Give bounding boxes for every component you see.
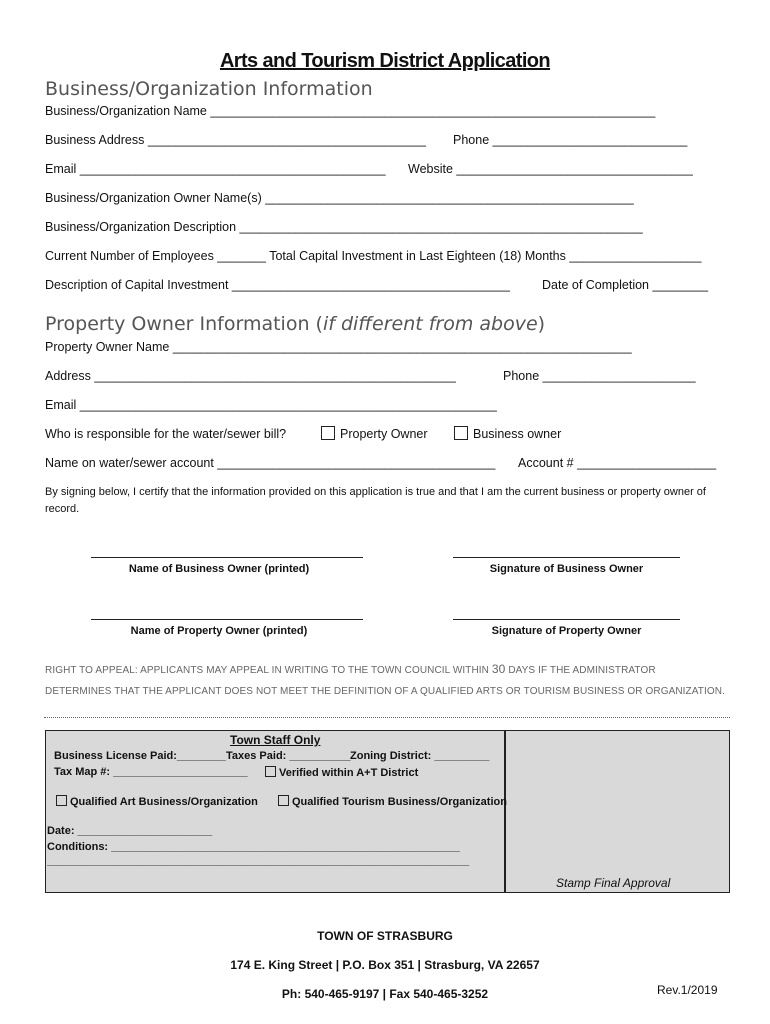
qualified-tourism-option[interactable] xyxy=(278,795,507,808)
property-heading-text: Property Owner Information ( xyxy=(45,313,323,335)
property-owner-name-field[interactable]: Property Owner Name __________________________________________________________________ xyxy=(45,340,632,354)
property-heading-italic: if different from above xyxy=(322,313,538,335)
stamp-final-approval: Stamp Final Approval xyxy=(556,876,671,890)
qualified-art-label: Qualified Art Business/Organization xyxy=(70,796,258,808)
appeal-text-part2: DAYS IF THE ADMINISTRATOR DETERMINES THAT THE APPLICANT DOES NOT MEET THE DEFINITION OF A QUALIFIED ARTS OR TOURISM BUSINESS OR ORGANIZATION. xyxy=(45,665,725,697)
footer-address: 174 E. King Street | P.O. Box 351 | Strasburg, VA 22657 xyxy=(230,958,540,972)
page-title: Arts and Tourism District Application xyxy=(219,50,551,72)
qualified-art-checkbox[interactable] xyxy=(56,795,67,806)
business-email-field[interactable]: Email ____________________________________________ xyxy=(45,162,386,176)
business-owner-option[interactable] xyxy=(454,426,561,441)
property-owner-checkbox[interactable] xyxy=(321,426,335,440)
business-description-field[interactable]: Business/Organization Description __________________________________________________________ xyxy=(45,220,643,234)
water-bill-question: Who is responsible for the water/sewer bill? xyxy=(45,427,287,441)
license-paid-field[interactable]: Business License Paid:________ xyxy=(54,750,226,762)
property-address-field[interactable]: Address ____________________________________________________ xyxy=(45,369,456,383)
appeal-days: 30 xyxy=(491,662,506,676)
property-email-field[interactable]: Email ____________________________________________________________ xyxy=(45,398,497,412)
property-owner-signature-label: Signature of Property Owner xyxy=(491,625,642,637)
certification-text: By signing below, I certify that the information provided on this application is true and that I am the current business or property owner of record. xyxy=(45,486,706,515)
zoning-district-field[interactable]: Zoning District: _________ xyxy=(350,750,490,762)
appeal-text-part1: RIGHT TO APPEAL: APPLICANTS MAY APPEAL IN WRITING TO THE TOWN COUNCIL WITHIN xyxy=(45,665,492,676)
conditions-field[interactable]: Conditions: _________________________________________________________ xyxy=(47,841,460,853)
verified-label: Verified within A+T District xyxy=(279,767,419,779)
water-account-name-field[interactable]: Name on water/sewer account ________________________________________ xyxy=(45,456,496,470)
town-staff-box xyxy=(45,730,730,893)
business-owner-field[interactable]: Business/Organization Owner Name(s) _____________________________________________________ xyxy=(45,191,634,205)
verified-option[interactable] xyxy=(265,766,418,779)
property-phone-field[interactable]: Phone ______________________ xyxy=(503,369,696,383)
property-owner-name-line[interactable] xyxy=(91,619,363,620)
property-owner-option[interactable] xyxy=(321,426,428,441)
property-heading-close: ) xyxy=(537,313,546,335)
dotted-divider xyxy=(44,717,730,718)
business-name-field[interactable]: Business/Organization Name ________________________________________________________________ xyxy=(45,104,656,118)
business-owner-name-line[interactable] xyxy=(91,557,363,558)
business-owner-signature-label: Signature of Business Owner xyxy=(489,563,644,575)
property-owner-signature-line[interactable] xyxy=(453,619,680,620)
revision-label: Rev.1/2019 xyxy=(657,983,718,997)
property-owner-option-label: Property Owner xyxy=(340,427,428,441)
employees-investment-field[interactable]: Current Number of Employees _______ Total Capital Investment in Last Eighteen (18) Months ___________________ xyxy=(45,249,702,263)
qualified-tourism-label: Qualified Tourism Business/Organization xyxy=(292,796,507,808)
staff-box-divider xyxy=(504,731,506,892)
staff-heading: Town Staff Only xyxy=(230,733,321,747)
taxes-paid-field[interactable]: Taxes Paid: __________ xyxy=(226,750,351,762)
qualified-tourism-checkbox[interactable] xyxy=(278,795,289,806)
qualified-art-option[interactable] xyxy=(56,795,258,808)
capital-investment-field[interactable]: Description of Capital Investment ________________________________________ xyxy=(45,278,510,292)
business-address-field[interactable]: Business Address ________________________________________ xyxy=(45,133,426,147)
conditions-field-line2[interactable]: _____________________________________________________________________ xyxy=(47,855,470,867)
water-account-number-field[interactable]: Account # ____________________ xyxy=(518,456,717,470)
property-owner-name-label: Name of Property Owner (printed) xyxy=(130,625,308,637)
verified-checkbox[interactable] xyxy=(265,766,276,777)
property-section-heading xyxy=(45,313,545,335)
business-phone-field[interactable]: Phone ____________________________ xyxy=(453,133,688,147)
business-owner-signature-line[interactable] xyxy=(453,557,680,558)
business-website-field[interactable]: Website __________________________________ xyxy=(408,162,693,176)
footer-contact: Ph: 540-465-9197 | Fax 540-465-3252 xyxy=(281,987,489,1001)
business-owner-option-label: Business owner xyxy=(473,427,562,441)
business-owner-name-label: Name of Business Owner (printed) xyxy=(128,563,310,575)
business-section-heading: Business/Organization Information xyxy=(45,78,373,100)
business-owner-checkbox[interactable] xyxy=(454,426,468,440)
staff-date-field[interactable]: Date: ______________________ xyxy=(47,825,213,837)
footer-town-name: TOWN OF STRASBURG xyxy=(317,929,453,943)
right-to-appeal-text xyxy=(45,659,725,702)
tax-map-field[interactable]: Tax Map #: ______________________ xyxy=(54,766,248,778)
completion-date-field[interactable]: Date of Completion ________ xyxy=(542,278,709,292)
